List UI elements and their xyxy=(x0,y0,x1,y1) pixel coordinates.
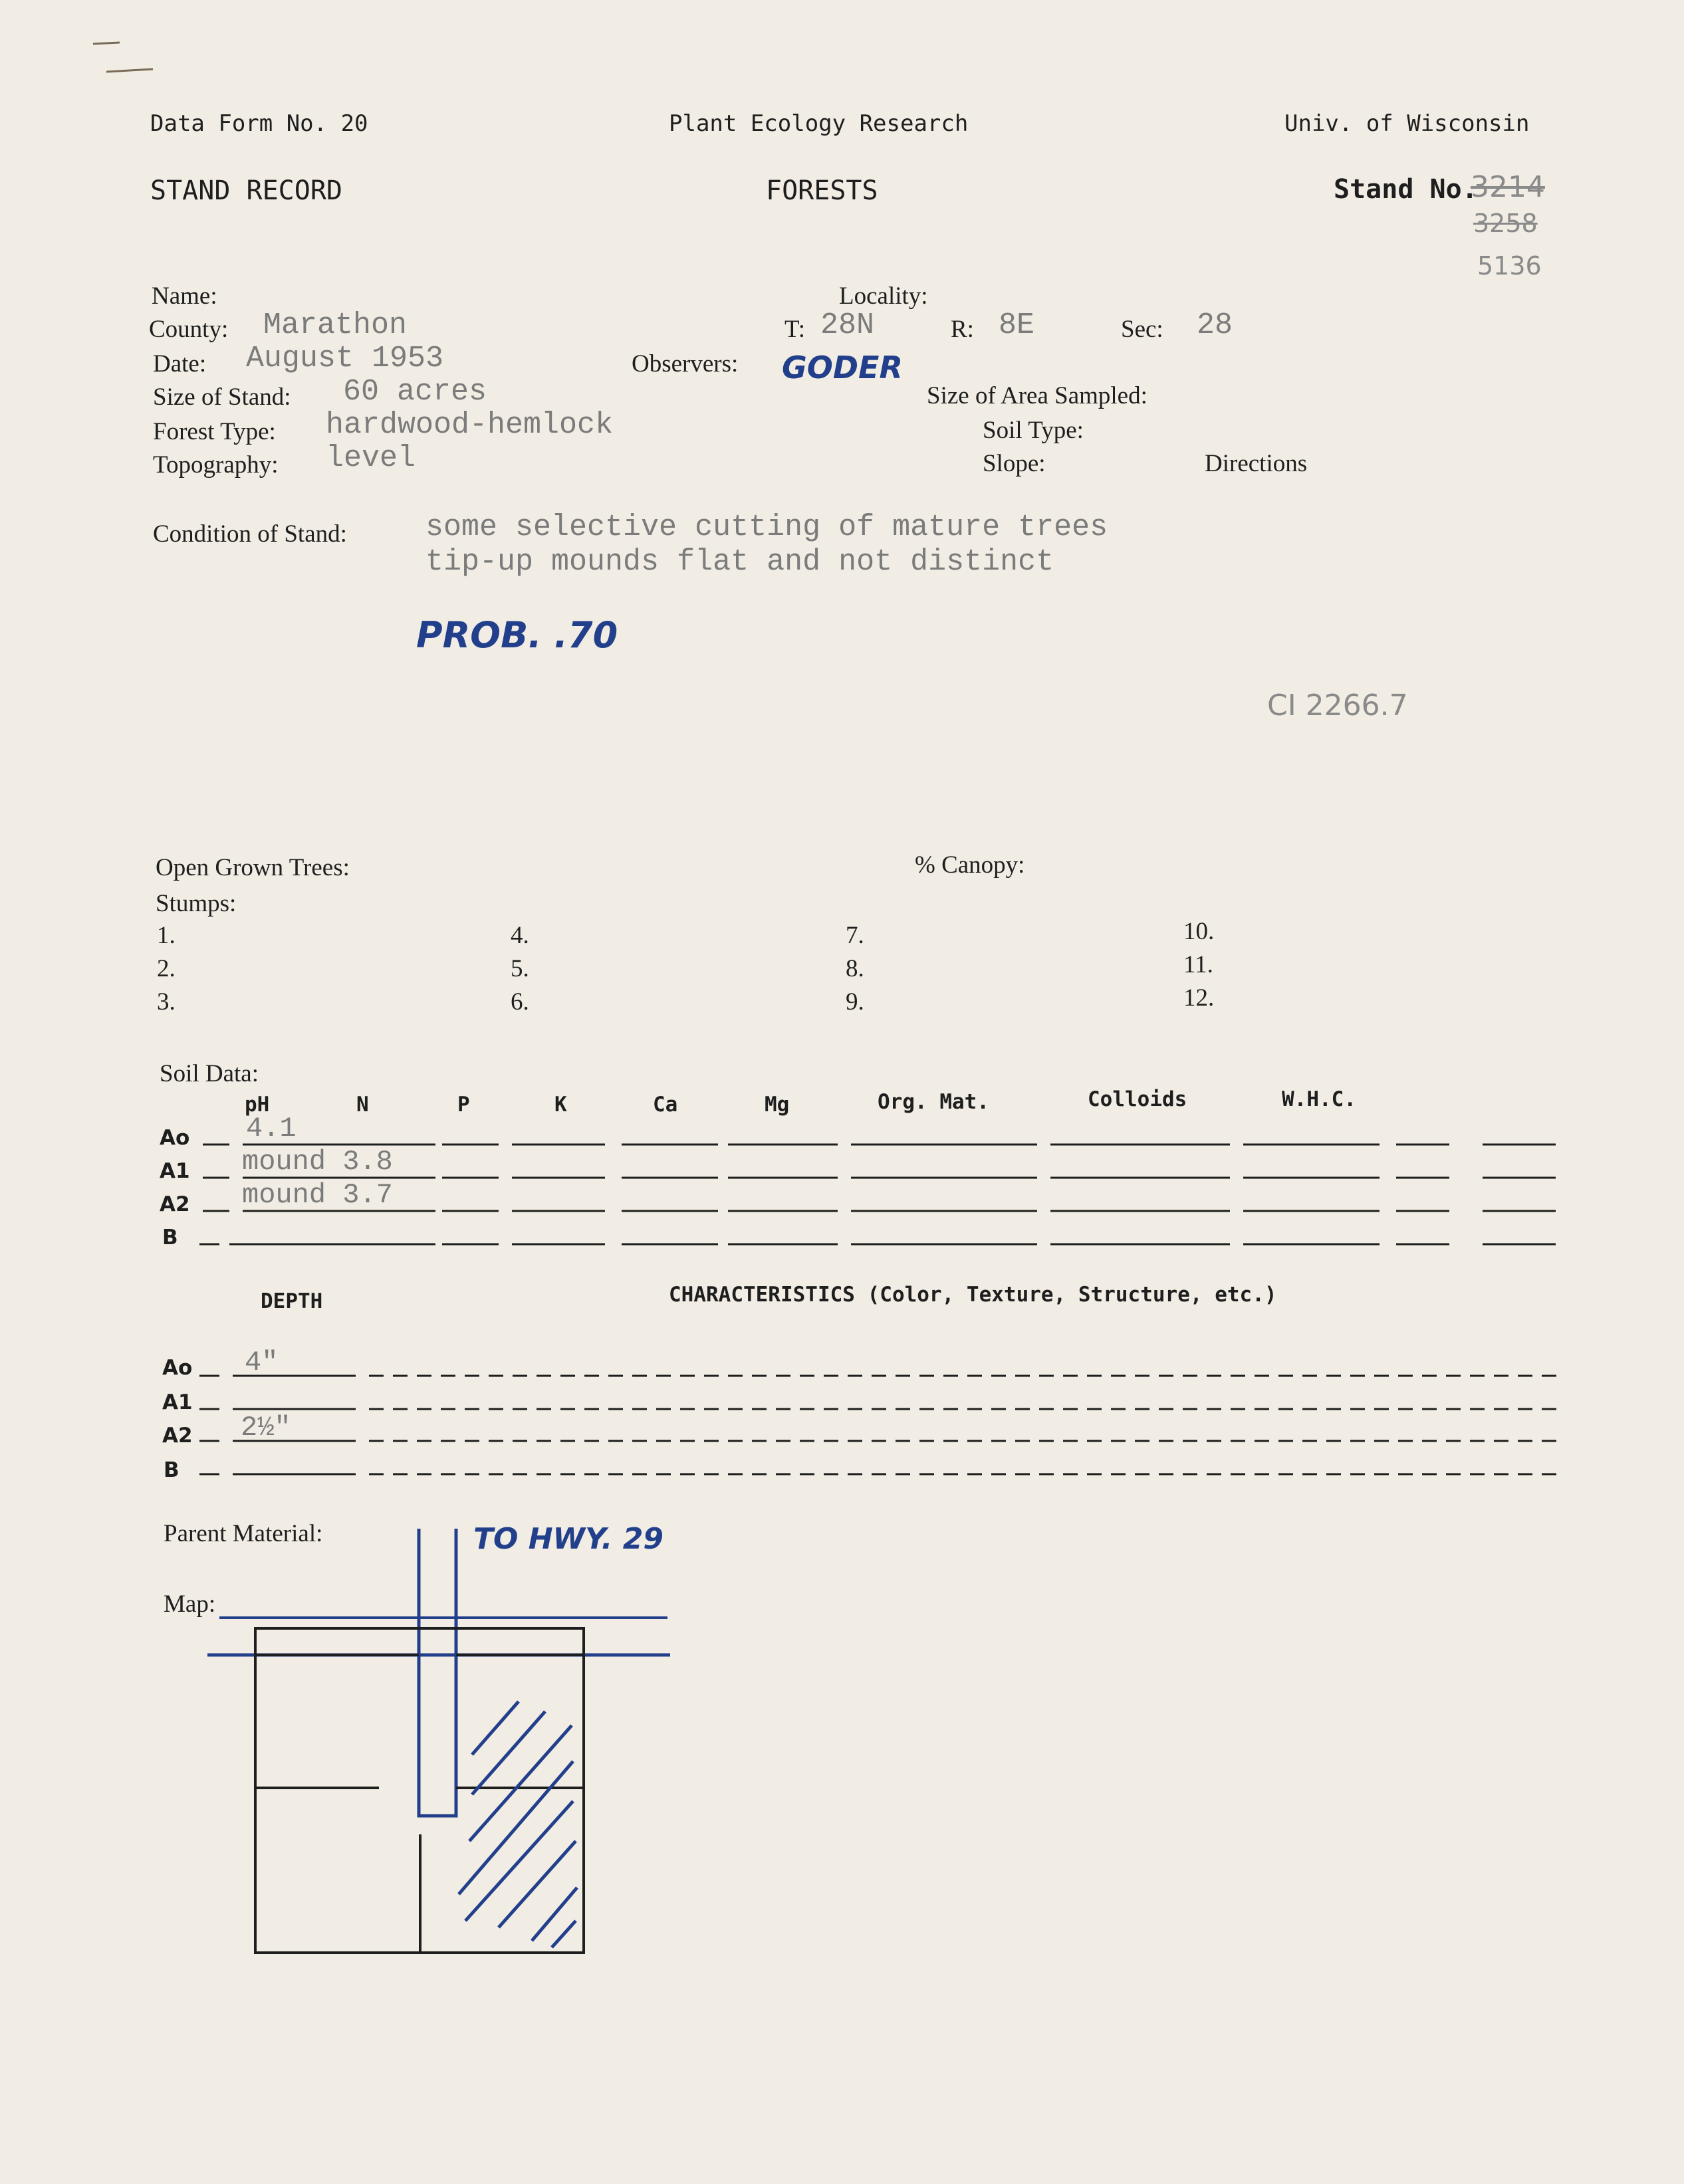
soil-col-ca: Ca xyxy=(653,1093,678,1117)
stump-number: 11. xyxy=(1183,951,1213,978)
soil-row-label: Ao xyxy=(160,1126,190,1150)
stump-number: 2. xyxy=(157,955,176,982)
stump-number: 8. xyxy=(846,955,864,982)
depth-lines xyxy=(199,1376,1559,1474)
university: Univ. of Wisconsin xyxy=(1284,110,1530,137)
slope-label: Slope: xyxy=(983,450,1046,477)
depth-value: 4" xyxy=(245,1347,279,1378)
soil-ph-value: 4.1 xyxy=(246,1113,297,1145)
soil-col-colloids: Colloids xyxy=(1088,1087,1187,1111)
depth-value: 2½" xyxy=(241,1412,291,1444)
soil-col-org-mat: Org. Mat. xyxy=(878,1090,989,1114)
stump-number: 12. xyxy=(1183,984,1215,1012)
stump-number: 1. xyxy=(157,922,176,949)
depth-row-label: Ao xyxy=(162,1356,193,1380)
depth-label: DEPTH xyxy=(261,1289,323,1313)
soil-col-mg: Mg xyxy=(765,1093,790,1117)
observers-value: GODER xyxy=(782,350,903,385)
date-label: Date: xyxy=(153,350,207,378)
stump-number: 10. xyxy=(1183,918,1215,945)
soil-row-label: A2 xyxy=(160,1192,190,1216)
soil-data-label: Soil Data: xyxy=(160,1060,259,1087)
condition-label: Condition of Stand: xyxy=(153,520,347,548)
stump-number: 9. xyxy=(846,988,864,1016)
record-type: STAND RECORD xyxy=(150,175,342,206)
forest-type-value: hardwood-hemlock xyxy=(326,408,614,442)
canopy-label: % Canopy: xyxy=(915,851,1025,879)
soil-col-whc: W.H.C. xyxy=(1282,1087,1356,1111)
stray-marks xyxy=(93,43,153,72)
open-grown-trees-label: Open Grown Trees: xyxy=(156,854,350,881)
stumps-label: Stumps: xyxy=(156,890,237,917)
county-value: Marathon xyxy=(263,308,408,342)
category: FORESTS xyxy=(766,175,878,206)
soil-type-label: Soil Type: xyxy=(983,417,1084,444)
range-value: 8E xyxy=(999,308,1035,342)
area-sampled-label: Size of Area Sampled: xyxy=(927,382,1147,409)
township-label: T: xyxy=(784,316,806,343)
soil-col-k: K xyxy=(554,1093,567,1117)
soil-col-p: P xyxy=(457,1093,470,1117)
township-value: 28N xyxy=(820,308,875,342)
soil-col-n: N xyxy=(356,1093,369,1117)
section-value: 28 xyxy=(1197,308,1233,342)
forest-type-label: Forest Type: xyxy=(153,418,276,445)
stump-number: 4. xyxy=(511,922,529,949)
ci-note: CI 2266.7 xyxy=(1267,689,1408,722)
probability-note: PROB. .70 xyxy=(416,614,618,656)
condition-line-1: some selective cutting of mature trees xyxy=(425,510,1108,544)
characteristics-label: CHARACTERISTICS (Color, Texture, Structure, etc.) xyxy=(669,1283,1277,1307)
depth-row-label: A2 xyxy=(162,1424,193,1448)
size-label: Size of Stand: xyxy=(153,383,291,411)
stump-number: 5. xyxy=(511,955,529,982)
parent-material-label: Parent Material: xyxy=(164,1520,323,1547)
form-number: Data Form No. 20 xyxy=(150,110,368,137)
map-label: Map: xyxy=(164,1590,216,1618)
soil-ph-value: mound 3.8 xyxy=(242,1146,393,1178)
topography-label: Topography: xyxy=(153,451,279,479)
name-label: Name: xyxy=(152,282,217,310)
soil-row-label: A1 xyxy=(160,1159,190,1183)
section-label: Sec: xyxy=(1121,316,1163,343)
organization: Plant Ecology Research xyxy=(669,110,969,137)
road-note: TO HWY. 29 xyxy=(473,1522,663,1556)
soil-col-ph: pH xyxy=(245,1093,270,1117)
soil-data-lines xyxy=(199,1145,1556,1244)
soil-row-label: B xyxy=(162,1226,178,1250)
stand-number-struck: 3214 xyxy=(1471,170,1545,204)
stand-number-final: 5136 xyxy=(1477,251,1542,280)
stump-number: 6. xyxy=(511,988,529,1016)
date-value: August 1953 xyxy=(246,342,444,376)
soil-ph-value: mound 3.7 xyxy=(242,1179,393,1211)
condition-line-2: tip-up mounds flat and not distinct xyxy=(425,545,1054,579)
topography-value: level xyxy=(326,441,416,475)
stump-number: 7. xyxy=(846,922,864,949)
observers-label: Observers: xyxy=(632,350,739,378)
locality-label: Locality: xyxy=(839,282,928,310)
directions-label: Directions xyxy=(1205,450,1308,477)
map-drawing xyxy=(207,1529,670,1953)
depth-row-label: B xyxy=(164,1458,180,1482)
depth-row-label: A1 xyxy=(162,1390,193,1414)
size-value: 60 acres xyxy=(343,375,487,409)
stand-number-struck-2: 3258 xyxy=(1473,209,1538,238)
stand-area-hatching xyxy=(459,1701,577,1947)
stand-number-label: Stand No. xyxy=(1334,174,1478,205)
stump-number: 3. xyxy=(157,988,176,1016)
range-label: R: xyxy=(951,316,974,343)
county-label: County: xyxy=(149,316,229,343)
